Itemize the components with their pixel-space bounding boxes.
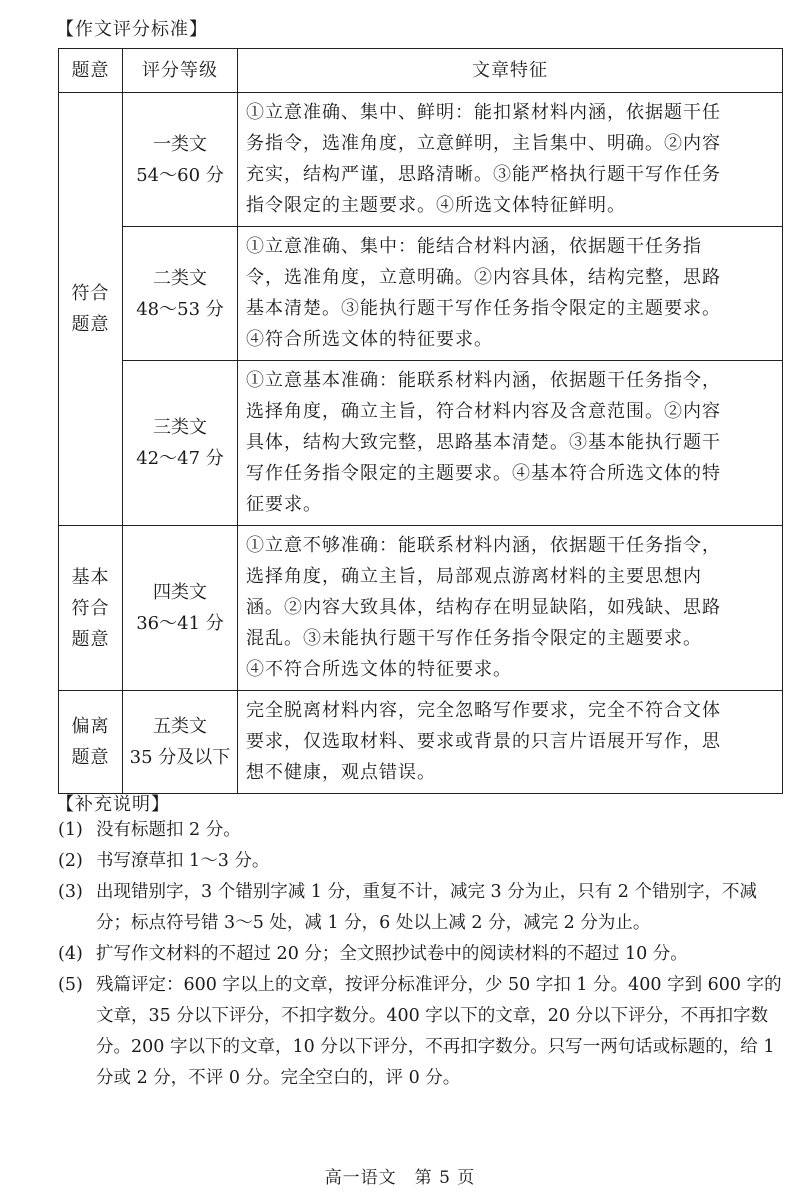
feature-line: 务指令，选准角度，立意鲜明，主旨集中、明确。②内容 [246,133,721,154]
grade-name: 三类文 [153,417,207,438]
feature-line: 涵。②内容大致具体，结构存在明显缺陷，如残缺、思路 [246,597,721,618]
list-item [58,970,786,1094]
note-text: 残篇评定：600 字以上的文章，按评分标准评分，少 50 字扣 1 分。400 字到 600 字的文章，35 分以下评分，不扣字数分。400 字以下的文章，20 分以下评分，不再扣字数分。200 字以下的文章，10 分以下评分，不再扣字数分。只写一两句话或标题的，给 1 分或 2 分，不评 0 分。完全空白的，评 0 分。 [96,975,782,1088]
feature-line: 混乱。③未能执行题干写作任务指令限定的主题要求。 [246,628,702,649]
feature-line: 要求，仅选取材料、要求或背景的只言片语展开写作，思 [246,731,721,752]
category-line: 题意 [71,628,110,650]
feature-line: 具体，结构大致完整，思路基本清楚。③基本能执行题干 [246,432,721,453]
table-row [59,691,783,794]
grade-cell [123,361,238,526]
note-number: (1) [58,820,83,840]
list-item [58,939,786,970]
feature-line: ④符合所选文体的特征要求。 [246,329,493,350]
feature-line: ①立意准确、集中：能结合材料内涵，依据题干任务指 [246,236,702,257]
features-cell [238,361,783,526]
grade-name: 一类文 [153,133,207,155]
list-item [58,877,786,939]
header-grade: 评分等级 [123,49,238,93]
category-cell [59,93,123,526]
features-cell [238,526,783,691]
notes-list [58,815,786,1094]
note-number: (4) [58,944,83,964]
category-cell [59,691,123,794]
list-item [58,846,786,877]
feature-line: ①立意基本准确：能联系材料内涵，依据题干任务指令， [246,370,721,391]
grade-cell [123,227,238,361]
grade-range: 35 分及以下 [129,747,231,768]
grade-range: 54～60 分 [136,164,224,186]
note-text: 扩写作文材料的不超过 20 分；全文照抄试卷中的阅读材料的不超过 10 分。 [96,944,688,964]
feature-line: 基本清楚。③能执行题干写作任务指令限定的主题要求。 [246,298,721,319]
grade-name: 四类文 [153,582,207,603]
feature-line: 令，选准角度，立意明确。②内容具体，结构完整，思路 [246,267,721,288]
feature-line: 选择角度，确立主旨，符合材料内容及含意范围。②内容 [246,401,721,422]
category-line: 题意 [71,747,110,768]
category-cell [59,526,123,691]
feature-line: 选择角度，确立主旨，局部观点游离材料的主要思想内 [246,566,702,587]
table-row [59,361,783,526]
header-features: 文章特征 [238,49,783,93]
features-cell [238,227,783,361]
feature-line: 征要求。 [246,494,322,515]
page-footer: 高一语文 第 5 页 [324,1168,476,1188]
table-row [59,526,783,691]
features-cell [238,93,783,227]
rubric-table [58,48,783,794]
feature-line: 指令限定的主题要求。④所选文体特征鲜明。 [246,195,626,216]
grade-range: 48～53 分 [136,298,224,320]
note-text: 没有标题扣 2 分。 [96,820,241,840]
rubric-heading: 【作文评分标准】 [56,19,208,40]
header-topic: 题意 [59,49,123,93]
grade-cell [123,691,238,794]
note-text: 书写潦草扣 1～3 分。 [96,851,270,871]
category-line: 题意 [71,314,110,335]
note-number: (5) [58,975,83,995]
category-line: 符合 [71,597,110,619]
note-number: (3) [58,882,83,902]
grade-name: 五类文 [153,716,207,737]
table-row [59,227,783,361]
feature-line: ①立意不够准确：能联系材料内涵，依据题干任务指令， [246,535,721,556]
notes-heading: 【补充说明】 [56,794,170,815]
feature-line: 充实，结构严谨，思路清晰。③能严格执行题干写作任务 [246,164,721,185]
category-line: 符合 [71,283,110,304]
grade-cell [123,526,238,691]
table-header-row [59,49,783,93]
grade-range: 36～41 分 [136,613,224,634]
category-line: 基本 [71,566,110,588]
note-number: (2) [58,851,83,871]
grade-range: 42～47 分 [136,448,224,469]
table-row [59,93,783,227]
grade-cell [123,93,238,227]
feature-line: 写作任务指令限定的主题要求。④基本符合所选文体的特 [246,463,721,484]
list-item [58,815,786,846]
features-cell [238,691,783,794]
category-line: 偏离 [71,716,110,737]
feature-line: ①立意准确、集中、鲜明：能扣紧材料内涵，依据题干任 [246,102,721,123]
feature-line: 想不健康，观点错误。 [246,762,436,783]
grade-name: 二类文 [153,267,207,289]
feature-line: ④不符合所选文体的特征要求。 [246,659,512,680]
feature-line: 完全脱离材料内容，完全忽略写作要求，完全不符合文体 [246,700,721,721]
note-text: 出现错别字，3 个错别字减 1 分，重复不计，减完 3 分为止，只有 2 个错别字，不减分；标点符号错 3～5 处，减 1 分，6 处以上减 2 分，减完 2 分为止。 [96,882,757,933]
